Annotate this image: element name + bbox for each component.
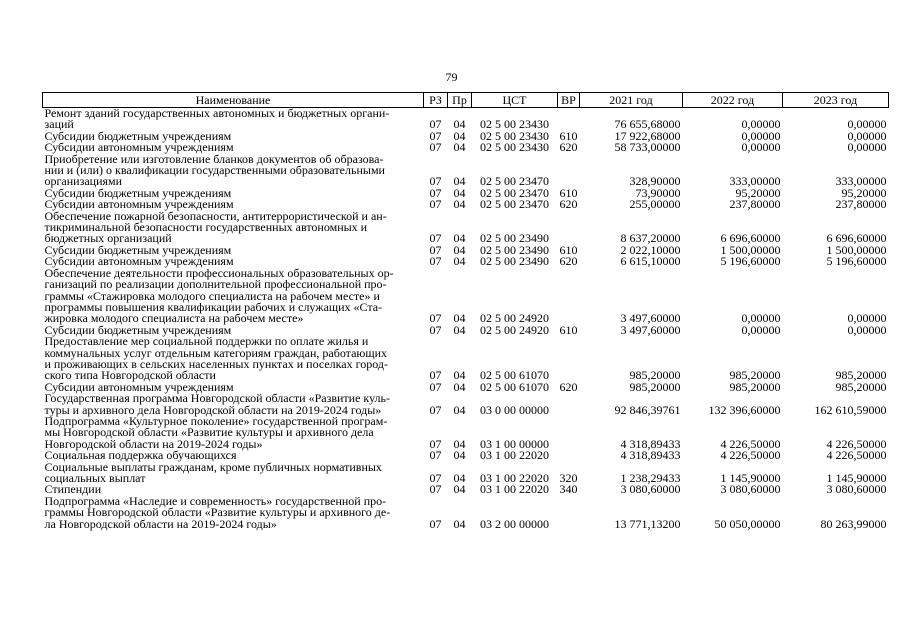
- row-pr: 04: [453, 197, 466, 212]
- row-name: Субсидии автономным учреждениям: [44, 379, 234, 394]
- row-value-2023: 0,00000: [847, 322, 887, 337]
- row-vr: [558, 108, 580, 131]
- row-pr: 04: [453, 482, 466, 497]
- row-pr: 04: [453, 322, 466, 337]
- row-value-2023: 5 196,60000: [826, 254, 887, 269]
- row-vr: 610: [559, 185, 578, 200]
- row-cst: 02 5 00 24920: [480, 311, 549, 326]
- row-name: Субсидии бюджетным учреждениям: [44, 242, 232, 257]
- row-value-2023: 95,20000: [841, 185, 887, 200]
- row-cst: 03 0 00 00000: [480, 402, 549, 417]
- header-2023: 2023 год: [783, 93, 889, 108]
- row-value-2022: 3 080,60000: [720, 482, 781, 497]
- row-value-2022: 0,00000: [741, 322, 781, 337]
- row-cst: 03 1 00 22020: [480, 448, 549, 463]
- row-cst: 03 1 00 22020: [480, 471, 549, 485]
- row-value-2022: 0,00000: [741, 140, 781, 155]
- row-cst: 03 1 00 00000: [480, 436, 549, 451]
- row-rz: 07: [429, 185, 442, 200]
- table-row: [43, 336, 889, 382]
- row-cst: 02 5 00 23470: [480, 174, 549, 189]
- row-vr: [558, 416, 580, 450]
- row-cst: 02 5 00 61070: [480, 368, 549, 383]
- budget-table: [42, 92, 889, 530]
- row-vr: 610: [559, 322, 578, 337]
- row-value-2022: 0,00000: [741, 128, 781, 143]
- row-value-2022: 132 396,60000: [708, 402, 781, 417]
- row-vr: 620: [559, 379, 578, 394]
- row-rz: 07: [429, 117, 442, 132]
- row-pr: 04: [453, 379, 466, 394]
- row-rz: 07: [429, 471, 442, 485]
- row-value-2021: 3 497,60000: [620, 322, 681, 337]
- header-pr: Пр: [448, 93, 472, 108]
- row-name: Социальная поддержка обучающихся: [44, 448, 237, 463]
- row-vr: [558, 496, 580, 530]
- row-value-2021: 8 637,20000: [620, 231, 681, 246]
- row-cst: 02 5 00 23470: [480, 185, 549, 200]
- row-vr: [558, 154, 580, 188]
- row-pr: 04: [453, 231, 466, 246]
- row-value-2022: 95,20000: [735, 185, 781, 200]
- row-vr: 320: [559, 471, 578, 485]
- row-pr: 04: [453, 254, 466, 269]
- row-value-2023: 0,00000: [847, 311, 887, 326]
- row-pr: 04: [453, 242, 466, 257]
- row-value-2023: 0,00000: [847, 128, 887, 143]
- row-name: Ремонт зданий государственных автономных и бюджетных органи- заций: [44, 106, 390, 132]
- row-cst: 03 2 00 00000: [480, 516, 549, 531]
- table-row: [43, 154, 889, 188]
- row-cst: 02 5 00 23490: [480, 254, 549, 269]
- row-rz: 07: [429, 254, 442, 269]
- row-vr: [558, 393, 580, 416]
- row-value-2022: 4 226,50000: [720, 448, 781, 463]
- row-pr: 04: [453, 402, 466, 417]
- row-value-2023: 4 226,50000: [826, 436, 887, 451]
- row-value-2021: 255,00000: [629, 197, 681, 212]
- row-rz: 07: [429, 448, 442, 463]
- row-value-2022: 0,00000: [741, 311, 781, 326]
- row-value-2021: 17 922,68000: [614, 128, 681, 143]
- row-name: Стипендии: [44, 482, 102, 497]
- header-2022: 2022 год: [683, 93, 783, 108]
- row-name: Субсидии бюджетным учреждениям: [44, 322, 232, 337]
- row-vr: [558, 450, 580, 461]
- row-value-2022: 333,00000: [729, 174, 781, 189]
- table-row: [43, 462, 889, 485]
- row-rz: 07: [429, 231, 442, 246]
- row-value-2022: 50 050,00000: [714, 516, 781, 531]
- row-cst: 02 5 00 24920: [480, 322, 549, 337]
- row-value-2021: 76 655,68000: [614, 117, 681, 132]
- row-name: Подпрограмма «Наследие и современность» государственной про- граммы Новгородской области «Развитие культуры и архивного де- ла Новгородской области на 2019-2024 годы»: [44, 493, 391, 531]
- row-value-2022: 5 196,60000: [720, 254, 781, 269]
- row-pr: 04: [453, 436, 466, 451]
- row-value-2022: 1 500,00000: [720, 242, 781, 257]
- row-value-2021: 1 238,29433: [620, 471, 681, 485]
- row-rz: 07: [429, 197, 442, 212]
- row-pr: 04: [453, 140, 466, 155]
- page-number: 79: [445, 70, 458, 84]
- row-value-2022: 6 696,60000: [720, 231, 781, 246]
- row-pr: 04: [453, 471, 466, 485]
- row-name: Обеспечение деятельности профессиональных образовательных ор- ганизаций по реализации дополнительной профессиональной про- граммы «Стажировка молодого специалиста на рабочем месте» и программы повышения квалификации рабочих и служащих «Ста- жировка молодого специалиста на рабочем месте»: [44, 265, 394, 326]
- row-value-2021: 328,90000: [629, 174, 681, 189]
- row-name: Государственная программа Новгородской области «Развитие куль- туры и архивного дела Новгородской области на 2019-2024 годы»: [44, 391, 391, 417]
- row-cst: 02 5 00 23470: [480, 197, 549, 212]
- row-value-2023: 985,20000: [835, 379, 887, 394]
- row-name: Обеспечение пожарной безопасности, антитеррористической и ан- тикриминальной безопасности государственных автономных и бюджетных организаций: [44, 208, 387, 246]
- row-value-2022: 4 226,50000: [720, 436, 781, 451]
- row-value-2023: 333,00000: [835, 174, 887, 189]
- header-rz: РЗ: [424, 93, 448, 108]
- row-value-2023: 80 263,99000: [820, 516, 887, 531]
- row-cst: 02 5 00 61070: [480, 379, 549, 394]
- row-rz: 07: [429, 368, 442, 383]
- row-pr: 04: [453, 368, 466, 383]
- row-value-2021: 92 846,39761: [614, 402, 681, 417]
- table-row: [43, 416, 889, 450]
- row-value-2023: 0,00000: [847, 117, 887, 132]
- row-cst: 02 5 00 23490: [480, 231, 549, 246]
- row-value-2021: 4 318,89433: [620, 436, 681, 451]
- row-value-2023: 985,20000: [835, 368, 887, 383]
- row-name: Субсидии автономным учреждениям: [44, 254, 234, 269]
- row-vr: [558, 268, 580, 325]
- row-value-2021: 3 497,60000: [620, 311, 681, 326]
- table-row: [43, 496, 889, 530]
- row-value-2021: 985,20000: [629, 368, 681, 383]
- row-rz: 07: [429, 482, 442, 497]
- row-value-2023: 0,00000: [847, 140, 887, 155]
- row-value-2022: 985,20000: [729, 368, 781, 383]
- row-pr: 04: [453, 174, 466, 189]
- row-value-2022: 237,80000: [729, 197, 781, 212]
- row-value-2021: 2 022,10000: [620, 242, 681, 257]
- row-vr: 620: [559, 254, 578, 269]
- header-vr: ВР: [558, 93, 580, 108]
- row-pr: 04: [453, 448, 466, 463]
- row-vr: 620: [559, 140, 578, 155]
- row-value-2021: 58 733,00000: [614, 140, 681, 155]
- row-name: Субсидии бюджетным учреждениям: [44, 185, 232, 200]
- row-vr: 340: [559, 482, 578, 497]
- header-2021: 2021 год: [580, 93, 683, 108]
- row-rz: 07: [429, 128, 442, 143]
- row-value-2022: 0,00000: [741, 117, 781, 132]
- row-pr: 04: [453, 128, 466, 143]
- row-rz: 07: [429, 140, 442, 155]
- header-cst: ЦСТ: [472, 93, 558, 108]
- row-value-2023: 6 696,60000: [826, 231, 887, 246]
- row-name: Социальные выплаты гражданам, кроме публичных нормативных социальных выплат: [44, 459, 382, 485]
- table-row: [43, 211, 889, 245]
- row-value-2021: 6 615,10000: [620, 254, 681, 269]
- row-value-2023: 237,80000: [835, 197, 887, 212]
- row-value-2023: 3 080,60000: [826, 482, 887, 497]
- row-vr: 620: [559, 197, 578, 212]
- row-pr: 04: [453, 311, 466, 326]
- row-name: Приобретение или изготовление бланков документов об образова- нии и (или) о квалификации государственными образовательными организациями: [44, 151, 385, 189]
- row-rz: 07: [429, 516, 442, 531]
- row-cst: 02 5 00 23430: [480, 140, 549, 155]
- row-name: Подпрограмма «Культурное поколение» государственной програм- мы Новгородской области «Развитие культуры и архивного дела Новгородской области на 2019-2024 годы»: [44, 413, 388, 451]
- row-rz: 07: [429, 242, 442, 257]
- row-vr: 610: [559, 128, 578, 143]
- row-cst: 03 1 00 22020: [480, 482, 549, 497]
- row-value-2023: 1 145,90000: [826, 471, 887, 485]
- row-rz: 07: [429, 174, 442, 189]
- row-name: Субсидии автономным учреждениям: [44, 140, 234, 155]
- table-body: [43, 108, 889, 531]
- row-cst: 02 5 00 23490: [480, 242, 549, 257]
- row-pr: 04: [453, 516, 466, 531]
- row-rz: 07: [429, 402, 442, 417]
- table-row: [43, 393, 889, 416]
- row-vr: 610: [559, 242, 578, 257]
- row-rz: 07: [429, 436, 442, 451]
- row-name: Субсидии автономным учреждениям: [44, 197, 234, 212]
- row-value-2022: 1 145,90000: [720, 471, 781, 485]
- row-value-2023: 4 226,50000: [826, 448, 887, 463]
- table-row: [43, 108, 889, 131]
- row-pr: 04: [453, 185, 466, 200]
- row-value-2021: 4 318,89433: [620, 448, 681, 463]
- row-name: Субсидии бюджетным учреждениям: [44, 128, 232, 143]
- row-value-2023: 162 610,59000: [814, 402, 887, 417]
- row-vr: [558, 336, 580, 382]
- row-rz: 07: [429, 322, 442, 337]
- row-value-2022: 985,20000: [729, 379, 781, 394]
- row-pr: 04: [453, 117, 466, 132]
- header-name: Наименование: [43, 93, 424, 108]
- row-rz: 07: [429, 311, 442, 326]
- row-name: Предоставление мер социальной поддержки по оплате жилья и коммунальных услуг отдельным категориям граждан, работающих и проживающих в сельских населенных пунктах и поселках город- ского типа Новгородской области: [44, 334, 389, 383]
- row-cst: 02 5 00 23430: [480, 128, 549, 143]
- row-cst: 02 5 00 23430: [480, 117, 549, 132]
- row-value-2021: 3 080,60000: [620, 482, 681, 497]
- table-row: [43, 268, 889, 325]
- row-value-2021: 985,20000: [629, 379, 681, 394]
- row-vr: [558, 211, 580, 245]
- row-value-2021: 73,90000: [635, 185, 681, 200]
- row-value-2021: 13 771,13200: [614, 516, 681, 531]
- row-rz: 07: [429, 379, 442, 394]
- row-value-2023: 1 500,00000: [826, 242, 887, 257]
